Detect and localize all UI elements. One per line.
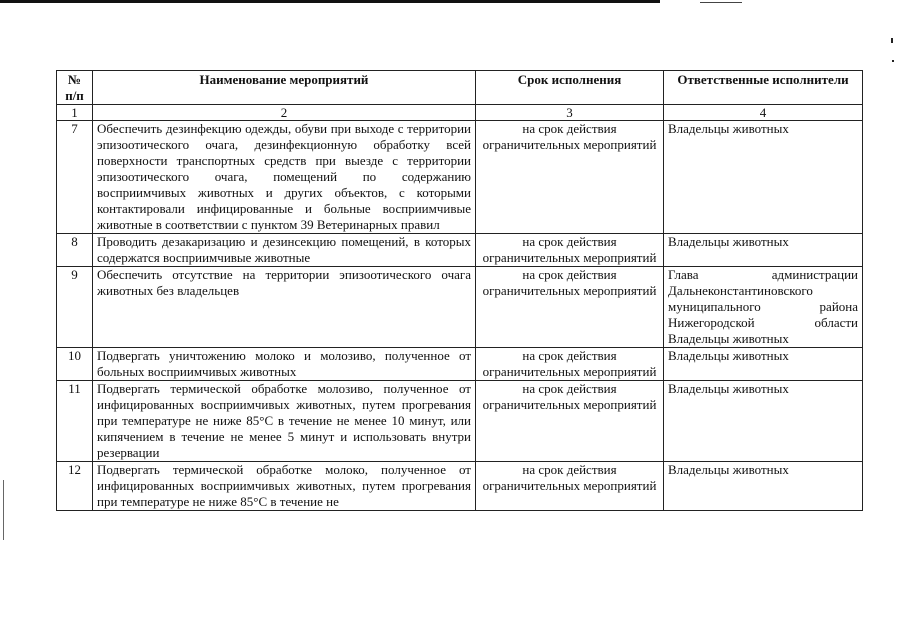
col-number: 1 — [57, 105, 93, 121]
row-responsible: Владельцы животных — [664, 462, 863, 511]
header-name: Наименование мероприятий — [93, 71, 476, 105]
row-responsible: Глава администрации Дальнеконстантиновского муниципального района Нижегородской области Владельцы животных — [664, 267, 863, 348]
row-num: 12 — [57, 462, 93, 511]
row-num: 10 — [57, 348, 93, 381]
table-row — [57, 381, 863, 462]
row-responsible: Владельцы животных — [664, 121, 863, 234]
header-num: № п/п — [57, 71, 93, 105]
row-num: 7 — [57, 121, 93, 234]
column-number-row — [57, 105, 863, 121]
row-term: на срок действия ограничительных мероприятий — [476, 121, 664, 234]
row-responsible: Владельцы животных — [664, 348, 863, 381]
col-number: 2 — [93, 105, 476, 121]
row-num: 8 — [57, 234, 93, 267]
col-number: 4 — [664, 105, 863, 121]
table-row — [57, 462, 863, 511]
table-row — [57, 348, 863, 381]
row-num: 9 — [57, 267, 93, 348]
table-row — [57, 121, 863, 234]
row-measure: Подвергать уничтожению молоко и молозиво, полученное от больных восприимчивых животных — [93, 348, 476, 381]
header-term: Срок исполнения — [476, 71, 664, 105]
row-measure: Обеспечить отсутствие на территории эпизоотического очага животных без владельцев — [93, 267, 476, 348]
table-header-row — [57, 71, 863, 105]
measures-table — [56, 70, 863, 511]
row-measure: Подвергать термической обработке молоко, полученное от инфицированных восприимчивых животных, путем прогревания при температуре не ниже 85°С в течение не — [93, 462, 476, 511]
row-term: на срок действия ограничительных мероприятий — [476, 234, 664, 267]
row-term: на срок действия ограничительных мероприятий — [476, 348, 664, 381]
row-responsible: Владельцы животных — [664, 381, 863, 462]
row-measure: Обеспечить дезинфекцию одежды, обуви при выходе с территории эпизоотического очага, дезинфекционную обработку всей поверхности транспортных средств при выезде с территории эпизоотического очага, помещений по содержанию восприимчивых животных и других объектов, с которыми контактировали инфицированные и больные восприимчивые животные в соответствии с пунктом 39 Ветеринарных правил — [93, 121, 476, 234]
col-number: 3 — [476, 105, 664, 121]
row-measure: Проводить дезакаризацию и дезинсекцию помещений, в которых содержатся восприимчивые животные — [93, 234, 476, 267]
row-term: на срок действия ограничительных мероприятий — [476, 462, 664, 511]
table-row — [57, 267, 863, 348]
row-responsible: Владельцы животных — [664, 234, 863, 267]
header-responsible: Ответственные исполнители — [664, 71, 863, 105]
row-measure: Подвергать термической обработке молозиво, полученное от инфицированных восприимчивых животных, путем прогревания при температуре не ниже 85°С в течение не менее 10 минут, или кипячением в течение не менее 5 минут и использовать внутри резервации — [93, 381, 476, 462]
row-term: на срок действия ограничительных мероприятий — [476, 267, 664, 348]
row-num: 11 — [57, 381, 93, 462]
table-row — [57, 234, 863, 267]
row-term: на срок действия ограничительных мероприятий — [476, 381, 664, 462]
